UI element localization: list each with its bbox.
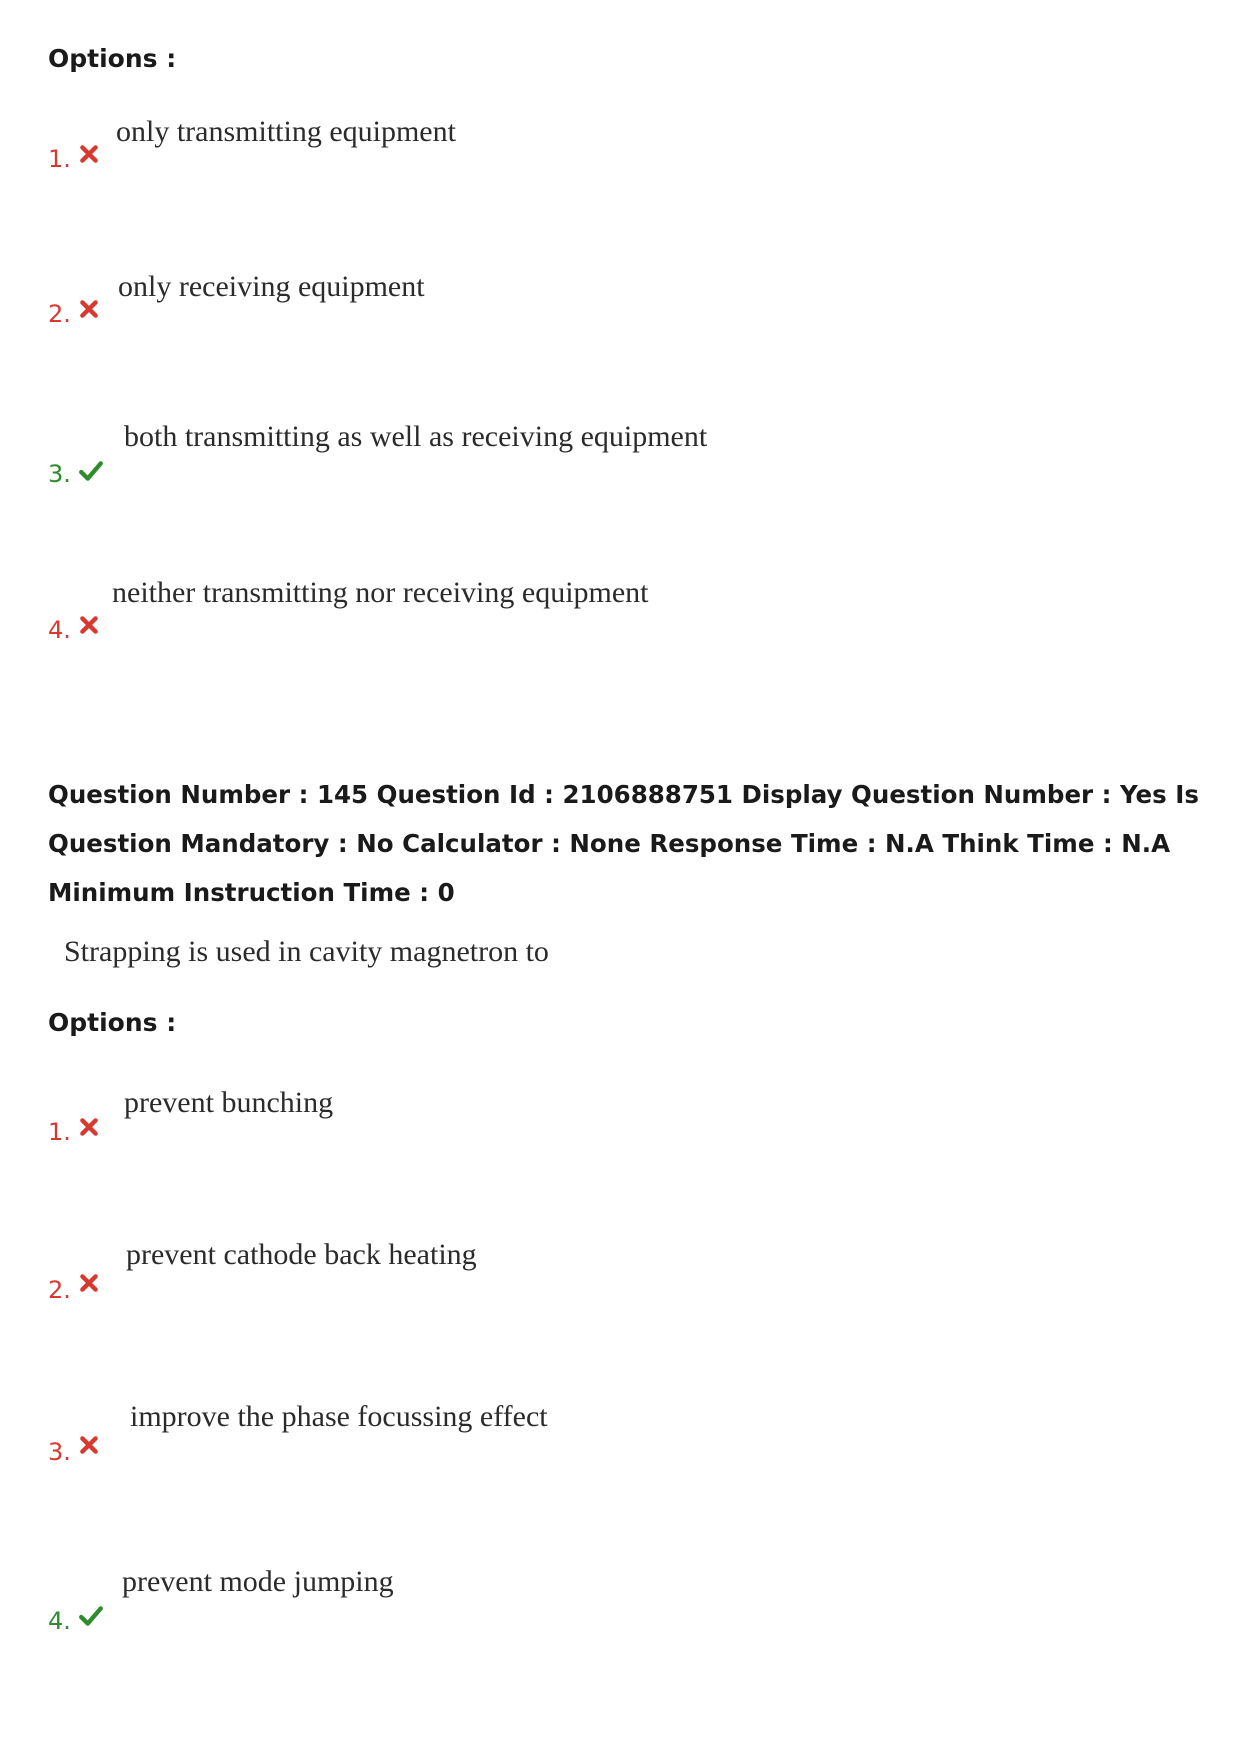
option-text: improve the phase focussing effect [130, 1400, 548, 1433]
option-number: 3. [48, 1438, 71, 1466]
option-1 [0, 115, 1240, 195]
check-icon [78, 1605, 104, 1627]
option-number: 2. [48, 300, 71, 328]
cross-icon [78, 143, 100, 165]
option-text: prevent cathode back heating [126, 1238, 477, 1271]
options-label: Options : [48, 1008, 177, 1037]
cross-icon [78, 1116, 100, 1138]
option-2 [0, 270, 1240, 350]
option-3 [0, 420, 1240, 500]
option-number: 4. [48, 616, 71, 644]
option-number: 3. [48, 460, 71, 488]
option-2 [0, 1238, 1240, 1318]
option-text: only transmitting equipment [116, 115, 456, 148]
options-label: Options : [48, 44, 177, 73]
option-text: only receiving equipment [118, 270, 425, 303]
option-number: 1. [48, 1118, 71, 1146]
option-text: prevent bunching [124, 1086, 334, 1119]
option-4 [0, 1565, 1240, 1645]
cross-icon [78, 614, 100, 636]
question-meta: Question Number : 145 Question Id : 2106888751 Display Question Number : Yes Is Question Mandatory : No Calculator : None Response Time : N.A Think Time : N.A Minimum Instruction Time : 0 [48, 780, 1199, 907]
option-text: prevent mode jumping [122, 1565, 394, 1598]
option-1 [0, 1086, 1240, 1166]
cross-icon [78, 1434, 100, 1456]
cross-icon [78, 298, 100, 320]
question-text: Strapping is used in cavity magnetron to [64, 935, 549, 968]
option-text: neither transmitting nor receiving equipment [112, 576, 649, 609]
option-number: 4. [48, 1607, 71, 1635]
option-number: 1. [48, 145, 71, 173]
option-4 [0, 576, 1240, 656]
option-text: both transmitting as well as receiving equipment [124, 420, 708, 453]
check-icon [78, 460, 104, 482]
option-number: 2. [48, 1276, 71, 1304]
option-3 [0, 1400, 1240, 1480]
cross-icon [78, 1272, 100, 1294]
